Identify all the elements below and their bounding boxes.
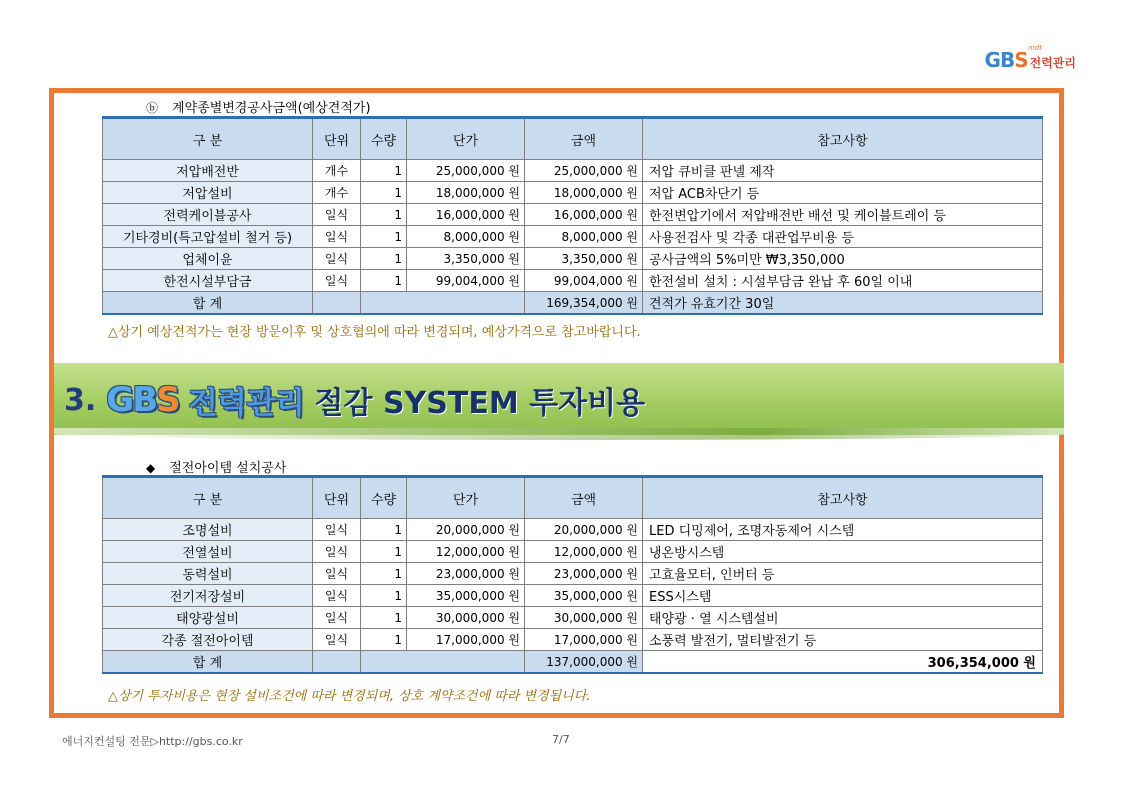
row-qty: 1 [361,541,407,563]
row-category: 조명설비 [103,519,313,541]
header-amount: 금액 [525,118,643,160]
row-unit: 일식 [313,629,361,651]
total-label: 합 계 [103,651,313,674]
row-amount: 23,000,000 원 [525,563,643,585]
contract-change-cost-table [102,116,1043,315]
table-row [103,629,1043,651]
table-total-row [103,292,1043,315]
row-amount: 20,000,000 원 [525,519,643,541]
table-row [103,270,1043,292]
row-unit: 일식 [313,519,361,541]
banner-gbs-logo: GBS [106,380,179,420]
row-unit-price: 99,004,000 원 [407,270,525,292]
section-banner-heading [64,378,645,422]
row-note: 한전설비 설치 : 시설부담금 완납 후 60일 이내 [643,270,1043,292]
row-note: 고효율모터, 인버터 등 [643,563,1043,585]
header-category: 구 분 [103,118,313,160]
row-amount: 18,000,000 원 [525,182,643,204]
table-row [103,585,1043,607]
table-row [103,204,1043,226]
row-unit: 일식 [313,585,361,607]
section1-mark-icon: ⓑ [146,101,159,115]
row-amount: 16,000,000 원 [525,204,643,226]
row-unit-price: 35,000,000 원 [407,585,525,607]
row-unit-price: 25,000,000 원 [407,160,525,182]
row-category: 저압배전반 [103,160,313,182]
header-notes: 참고사항 [643,118,1043,160]
row-amount: 35,000,000 원 [525,585,643,607]
row-amount: 12,000,000 원 [525,541,643,563]
row-unit-price: 20,000,000 원 [407,519,525,541]
section-banner-shadow [54,428,1064,440]
row-amount: 30,000,000 원 [525,607,643,629]
gbs-logo-subtitle: 전력관리 [1029,56,1076,70]
row-category: 태양광설비 [103,607,313,629]
row-category: 전력케이블공사 [103,204,313,226]
header-unit-price: 단가 [407,477,525,519]
row-qty: 1 [361,182,407,204]
row-unit: 일식 [313,541,361,563]
total-empty-cell [313,292,361,315]
total-amount: 169,354,000 원 [525,292,643,315]
row-note: 냉온방시스템 [643,541,1043,563]
row-unit-price: 23,000,000 원 [407,563,525,585]
row-note: 소풍력 발전기, 멀티발전기 등 [643,629,1043,651]
row-unit-price: 17,000,000 원 [407,629,525,651]
row-unit: 일식 [313,607,361,629]
page-number: 7/7 [552,733,570,746]
table-row [103,563,1043,585]
row-amount: 17,000,000 원 [525,629,643,651]
row-note: 저압 큐비클 판넬 제작 [643,160,1043,182]
header-amount: 금액 [525,477,643,519]
row-unit: 일식 [313,248,361,270]
header-unit: 단위 [313,118,361,160]
row-qty: 1 [361,204,407,226]
section1-title [146,97,371,116]
row-unit: 일식 [313,563,361,585]
row-unit-price: 12,000,000 원 [407,541,525,563]
diamond-bullet-icon: ◆ [146,461,156,475]
row-category: 전열설비 [103,541,313,563]
row-note: ESS시스템 [643,585,1043,607]
row-qty: 1 [361,270,407,292]
footer-company-link[interactable]: 에너지컨설팅 전문▷http://gbs.co.kr [62,735,243,748]
table-row [103,541,1043,563]
section2-title [146,457,286,476]
table-row [103,248,1043,270]
row-unit: 일식 [313,226,361,248]
table-row [103,519,1043,541]
section1-remark: △상기 예상견적가는 현장 방문이후 및 상호협의에 따라 변경되며, 예상가격으로 참고바랍니다. [108,325,641,340]
gbs-logo-tag: mdt [1027,44,1042,52]
header-notes: 참고사항 [643,477,1043,519]
section2-remark: △상기 투자비용은 현장 설비조건에 따라 변경되며, 상호 계약조건에 따라 변경됩니다. [108,689,591,704]
total-empty-cell [313,651,361,674]
row-note: LED 디밍제어, 조명자동제어 시스템 [643,519,1043,541]
row-unit-price: 30,000,000 원 [407,607,525,629]
row-qty: 1 [361,629,407,651]
row-note: 태양광 · 열 시스템설비 [643,607,1043,629]
row-unit: 일식 [313,204,361,226]
table-row [103,182,1043,204]
banner-mgmt-text: 전력관리 [188,386,305,421]
total-amount: 137,000,000 원 [525,651,643,674]
row-qty: 1 [361,160,407,182]
total-note: 견적가 유효기간 30일 [643,292,1043,315]
table-header-row [103,477,1043,519]
row-qty: 1 [361,248,407,270]
row-unit: 일식 [313,270,361,292]
header-unit: 단위 [313,477,361,519]
total-empty-cell [361,651,525,674]
header-qty: 수량 [361,477,407,519]
row-unit-price: 16,000,000 원 [407,204,525,226]
row-unit: 개수 [313,182,361,204]
row-amount: 3,350,000 원 [525,248,643,270]
energy-saving-install-table [102,475,1043,674]
row-note: 한전변압기에서 저압배전반 배선 및 케이블트레이 등 [643,204,1043,226]
row-category: 저압설비 [103,182,313,204]
row-category: 전기저장설비 [103,585,313,607]
total-empty-cell [361,292,525,315]
table-row [103,226,1043,248]
row-qty: 1 [361,607,407,629]
row-amount: 8,000,000 원 [525,226,643,248]
row-note: 저압 ACB차단기 등 [643,182,1043,204]
header-unit-price: 단가 [407,118,525,160]
row-category: 각종 절전아이템 [103,629,313,651]
section2-title-text: 절전아이템 설치공사 [169,461,287,476]
grand-total: 306,354,000 원 [643,651,1043,674]
row-unit-price: 3,350,000 원 [407,248,525,270]
header-qty: 수량 [361,118,407,160]
row-qty: 1 [361,563,407,585]
row-unit: 개수 [313,160,361,182]
section1-title-text: 계약종별변경공사금액(예상견적가) [172,101,371,116]
row-category: 동력설비 [103,563,313,585]
table-header-row [103,118,1043,160]
table-total-row [103,651,1043,674]
row-category: 한전시설부담금 [103,270,313,292]
row-category: 기타경비(특고압설비 철거 등) [103,226,313,248]
total-label: 합 계 [103,292,313,315]
row-qty: 1 [361,585,407,607]
table-row [103,160,1043,182]
header-category: 구 분 [103,477,313,519]
row-amount: 99,004,000 원 [525,270,643,292]
banner-number: 3. [64,382,97,418]
banner-title-text: 절감 SYSTEM 투자비용 [314,386,646,421]
row-category: 업체이윤 [103,248,313,270]
gbs-logo [984,44,1076,72]
row-unit-price: 8,000,000 원 [407,226,525,248]
row-amount: 25,000,000 원 [525,160,643,182]
row-unit-price: 18,000,000 원 [407,182,525,204]
table-row [103,607,1043,629]
gbs-logo-mark: GBS [984,48,1028,72]
row-qty: 1 [361,519,407,541]
row-qty: 1 [361,226,407,248]
row-note: 공사금액의 5%미만 ₩3,350,000 [643,248,1043,270]
row-note: 사용전검사 및 각종 대관업무비용 등 [643,226,1043,248]
